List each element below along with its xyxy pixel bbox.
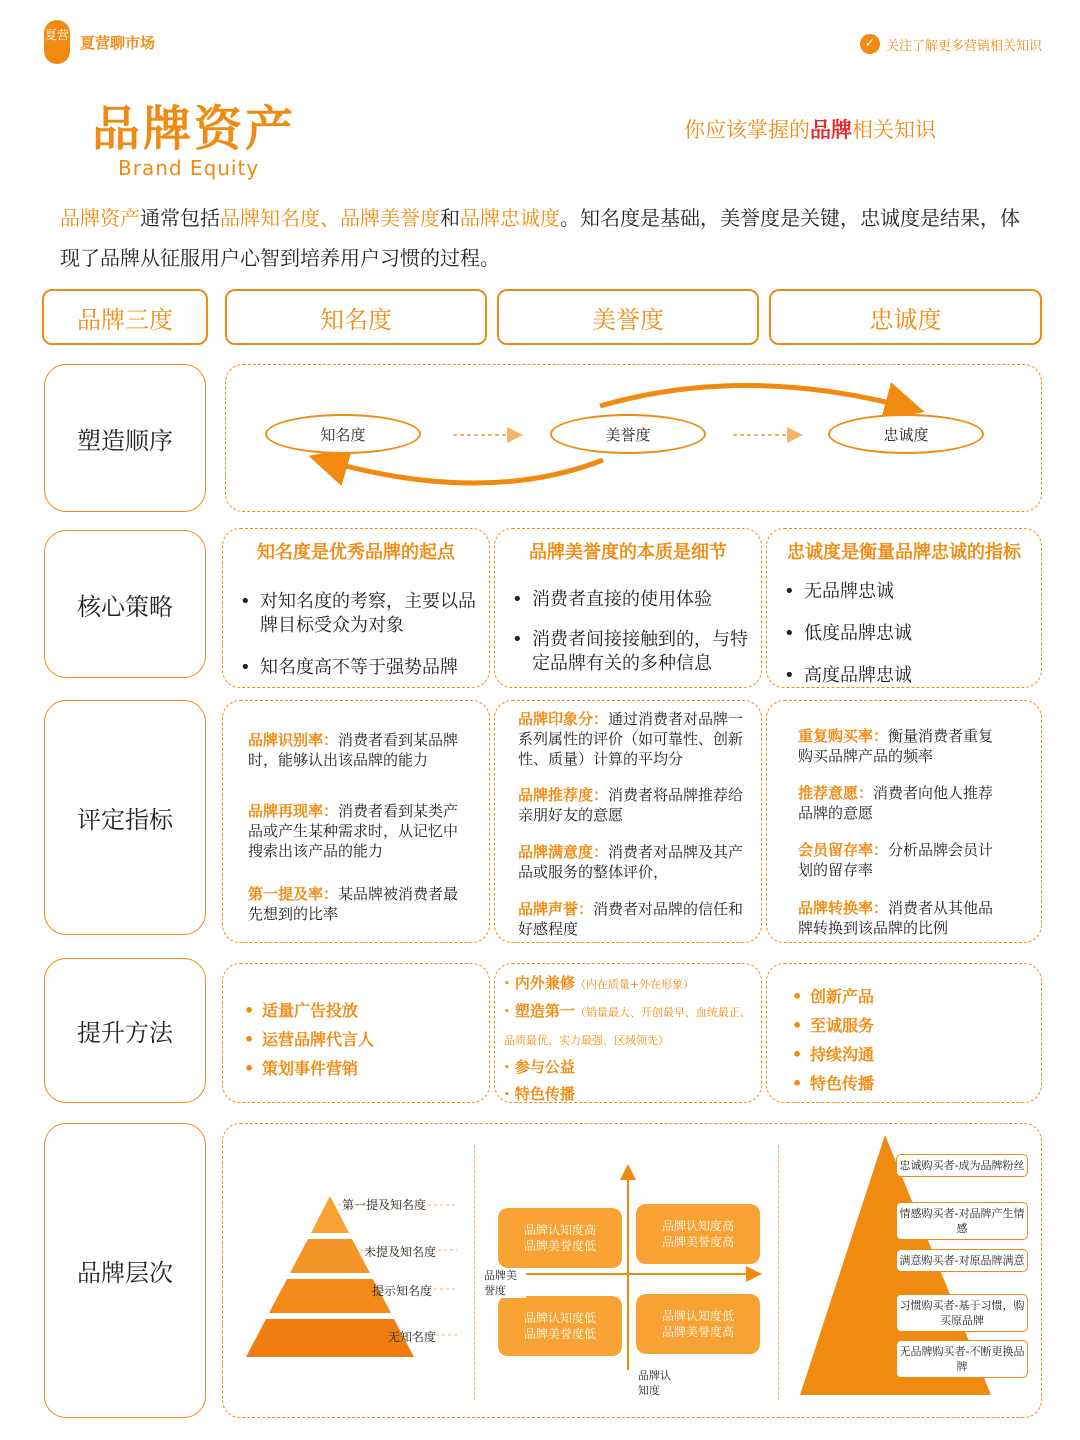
column-header-dimensions: 品牌三度	[42, 289, 208, 345]
metric-item	[248, 730, 466, 770]
tagline-post: 相关知识	[852, 118, 936, 142]
loyalty-level-3: 满意购买者-对原品牌满意	[896, 1249, 1028, 1272]
method-note: （销量最大、开创最早、血统最正、品质最优、实力最强、区域领先）	[504, 1006, 751, 1047]
metric-desc: 衡量消费者重复购买品牌产品的频率	[798, 727, 994, 765]
metric-item	[518, 842, 746, 882]
intro-term: 品牌资产	[60, 206, 140, 230]
metric-item	[798, 726, 998, 766]
column-header-awareness: 知名度	[225, 289, 487, 345]
list-item: · 内外兼修（内在质量+外在形象）	[504, 974, 695, 992]
loyalty-level-2: 情感购买者-对品牌产生情感	[896, 1202, 1028, 1240]
quadrant-bottom-left	[498, 1296, 622, 1356]
metric-desc: 消费者看到某品牌时，能够认出该品牌的能力	[248, 731, 459, 769]
quadrant-y-label: 品牌美誉度	[484, 1268, 526, 1298]
quadrant-text: 品牌美誉度高	[661, 1325, 734, 1339]
intro-text: 通常包括	[140, 206, 220, 230]
tagline	[684, 114, 936, 144]
metric-item	[248, 801, 466, 861]
quadrant-bottom-right	[636, 1294, 760, 1354]
list-item: • 高度品牌忠诚	[780, 664, 1020, 688]
row-label-strategy: 核心策略	[44, 530, 206, 678]
list-item: · 塑造第一（销量最大、开创最早、血统最正、品质最优、实力最强、区域领先）	[504, 1002, 751, 1047]
list-item: • 无品牌忠诚	[780, 580, 1020, 604]
list-item: • 适量广告投放	[238, 996, 374, 1025]
page-subtitle: Brand Equity	[118, 156, 260, 180]
metric-item	[518, 899, 746, 939]
method-title: 参与公益	[514, 1058, 575, 1076]
metric-item	[798, 783, 998, 823]
metric-desc: 消费者将品牌推荐给亲朋好友的意愿	[518, 786, 744, 824]
metric-key: 品牌识别率：	[248, 731, 339, 749]
method-title: 塑造第一	[514, 1002, 575, 1020]
tagline-highlight: 品牌	[810, 118, 852, 142]
metric-key: 品牌满意度：	[518, 843, 609, 861]
curve-bottom	[323, 460, 603, 483]
method-title: 内外兼修	[514, 974, 575, 992]
methods-list	[238, 996, 374, 1083]
follow-note	[860, 34, 1042, 54]
metric-item	[518, 785, 746, 825]
metric-key: 品牌转换率：	[798, 899, 889, 917]
node-awareness: 知名度	[265, 414, 421, 454]
quadrant-text: 品牌认知度低	[661, 1309, 734, 1323]
list-item: • 对知名度的考察，主要以品牌目标受众为对象	[236, 590, 476, 638]
method-note: （内在质量+外在形象）	[574, 978, 695, 991]
list-item: • 策划事件营销	[238, 1054, 374, 1083]
intro-term: 品牌知名度、品牌美誉度	[220, 206, 440, 230]
metric-desc: 分析品牌会员计划的留存率	[798, 841, 994, 879]
metric-key: 推荐意愿：	[798, 784, 874, 802]
quadrant-top-left	[498, 1208, 622, 1268]
awareness-pyramid	[222, 1123, 482, 1418]
loyalty-level-4: 习惯购买者-基于习惯，购买原品牌	[896, 1294, 1028, 1332]
methods-list	[504, 970, 754, 1108]
metric-item	[248, 884, 466, 924]
strategy-title: 品牌美誉度的本质是细节	[529, 542, 727, 563]
strategy-list	[236, 590, 476, 680]
strategy-list	[780, 580, 1020, 688]
metric-desc: 消费者对品牌的信任和好感程度	[518, 900, 744, 938]
metric-key: 品牌再现率：	[248, 802, 339, 820]
pyramid-label: 无知名度	[388, 1330, 437, 1344]
strategy-title: 忠诚度是衡量品牌忠诚的指标	[787, 542, 1021, 563]
pyramid-label: 提示知名度	[372, 1284, 433, 1298]
metric-desc: 消费者从其他品牌转换到该品牌的比例	[798, 899, 994, 937]
metric-desc: 消费者看到某类产品或产生某种需求时，从记忆中搜索出该产品的能力	[248, 802, 459, 860]
metric-key: 品牌声誉：	[518, 900, 594, 918]
metric-key: 第一提及率：	[248, 885, 339, 903]
loyalty-level-5: 无品牌购买者-不断更换品牌	[896, 1340, 1028, 1378]
list-item: · 特色传播	[504, 1085, 575, 1103]
metric-key: 重复购买率：	[798, 727, 889, 745]
list-item: • 消费者间接接触到的，与特定品牌有关的多种信息	[508, 628, 748, 676]
curve-top	[600, 385, 910, 408]
column-header-loyalty: 忠诚度	[769, 289, 1042, 345]
metric-desc: 通过消费者对品牌一系列属性的评价（如可靠性、创新性、质量）计算的平均分	[518, 710, 744, 768]
strategy-list	[508, 588, 748, 676]
list-item: • 知名度高不等于强势品牌	[236, 656, 476, 680]
list-item: • 创新产品	[786, 982, 874, 1011]
list-item: • 至诚服务	[786, 1011, 874, 1040]
metric-item	[798, 898, 998, 938]
metric-desc: 消费者向他人推荐品牌的意愿	[798, 784, 994, 822]
row-label-levels: 品牌层次	[44, 1123, 206, 1418]
quadrant-text: 品牌认知度高	[523, 1223, 596, 1237]
follow-text: 关注了解更多营销相关知识	[885, 38, 1042, 54]
node-reputation: 美誉度	[550, 414, 706, 454]
brand-logo: 夏营	[44, 20, 70, 64]
pyramid-label: 未提及知名度	[364, 1245, 437, 1259]
row-label-methods: 提升方法	[44, 958, 206, 1103]
metric-key: 会员留存率：	[798, 841, 889, 859]
quadrant-text: 品牌认知度高	[661, 1219, 734, 1233]
metric-key: 品牌印象分：	[518, 710, 609, 728]
quadrant-text: 品牌认知度低	[523, 1311, 596, 1325]
metric-item	[518, 709, 746, 769]
list-item: • 消费者直接的使用体验	[508, 588, 748, 612]
quadrant-text: 品牌美誉度低	[523, 1239, 596, 1253]
metric-item	[798, 840, 998, 880]
list-item: • 特色传播	[786, 1069, 874, 1098]
quadrant-text: 品牌美誉度高	[661, 1235, 734, 1249]
methods-list	[786, 982, 874, 1098]
list-item: · 参与公益	[504, 1058, 575, 1076]
method-title: 特色传播	[514, 1085, 575, 1103]
list-item: • 持续沟通	[786, 1040, 874, 1069]
row-label-order: 塑造顺序	[44, 364, 206, 512]
node-loyalty: 忠诚度	[828, 414, 984, 454]
tagline-pre: 你应该掌握的	[684, 118, 810, 142]
quadrant-text: 品牌美誉度低	[523, 1327, 596, 1341]
list-item: • 运营品牌代言人	[238, 1025, 374, 1054]
quadrant-x-label: 品牌认知度	[638, 1369, 671, 1397]
intro-term: 品牌忠诚度	[460, 206, 560, 230]
strategy-title: 知名度是优秀品牌的起点	[257, 542, 455, 563]
quadrant-top-right	[636, 1204, 760, 1264]
pyramid-layer-2	[290, 1239, 370, 1273]
intro-paragraph	[60, 198, 1030, 278]
intro-text: 和	[440, 206, 460, 230]
brand-name: 夏营聊市场	[80, 34, 156, 52]
loyalty-level-1: 忠诚购买者-成为品牌粉丝	[896, 1154, 1028, 1177]
metric-key: 品牌推荐度：	[518, 786, 609, 804]
pyramid-label: 第一提及知名度	[342, 1198, 427, 1212]
row-label-metrics: 评定指标	[44, 700, 206, 935]
page-title: 品牌资产	[92, 101, 297, 157]
column-header-reputation: 美誉度	[497, 289, 759, 345]
metric-desc: 某品牌被消费者最先想到的比率	[248, 885, 459, 923]
check-icon: ✓	[860, 34, 880, 54]
list-item: • 低度品牌忠诚	[780, 622, 1020, 646]
intro-text: 。知名度是基础，美誉度是关键，忠诚度是结果，体现了品牌从征服用户心智到培养用户习惯的过程。	[60, 206, 1020, 270]
metric-desc: 消费者对品牌及其产品或服务的整体评价，	[518, 843, 744, 881]
